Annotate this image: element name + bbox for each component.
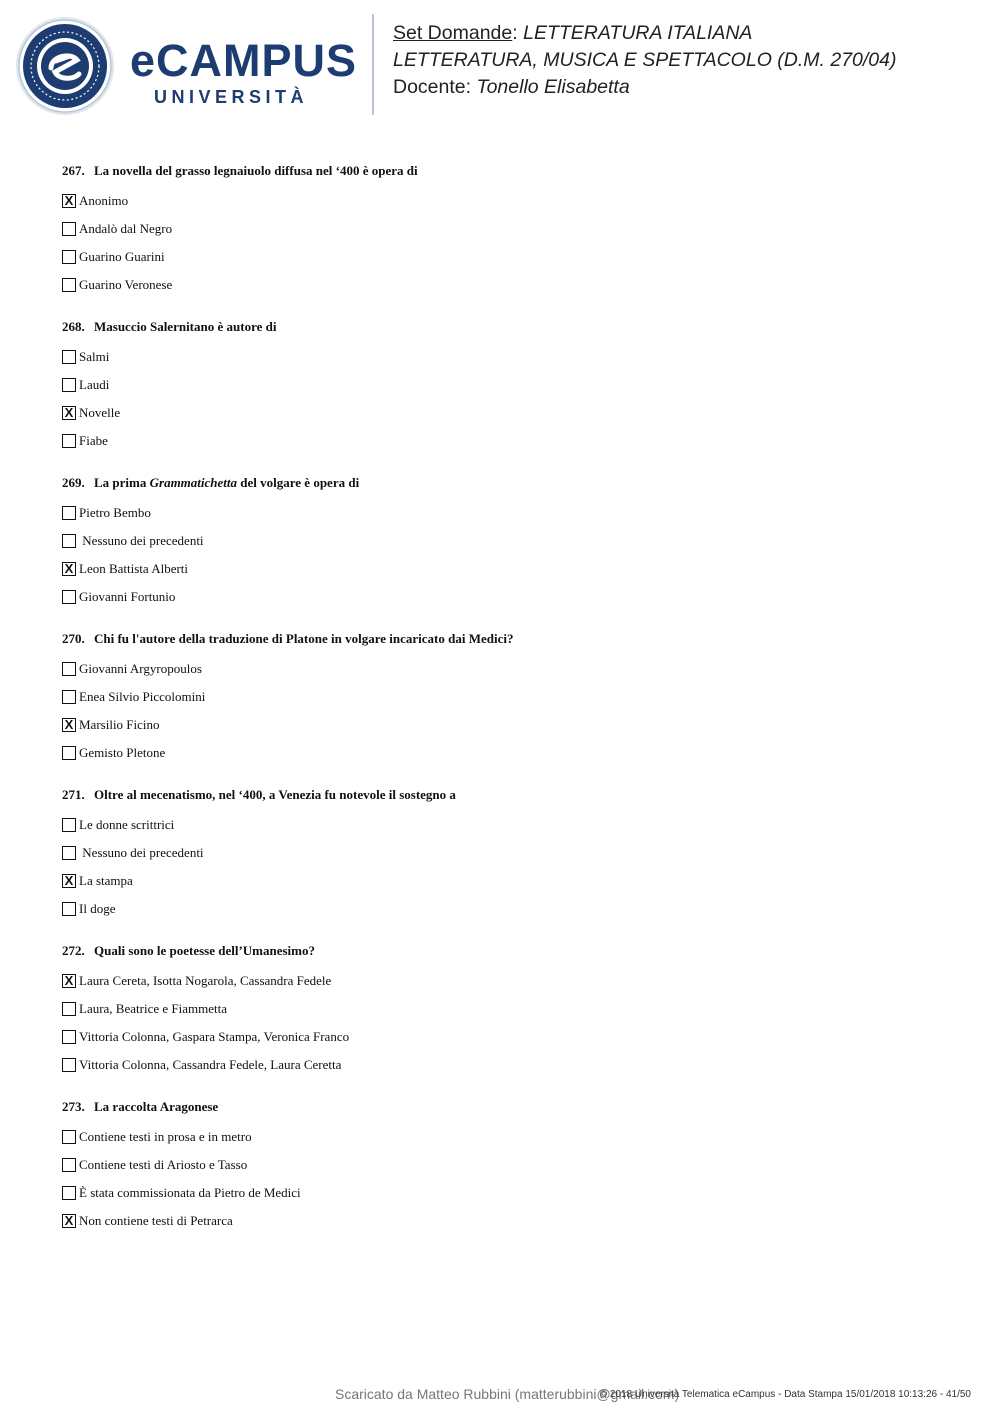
answer-option[interactable] bbox=[62, 1123, 962, 1151]
docente-name: Tonello Elisabetta bbox=[476, 76, 630, 98]
answer-option[interactable] bbox=[62, 555, 962, 583]
checkbox[interactable] bbox=[62, 250, 76, 264]
answer-label: Giovanni Fortunio bbox=[79, 589, 176, 604]
docente-label: Docente: bbox=[393, 76, 477, 98]
question-text: La novella del grasso legnaiuolo diffusa nel ‘400 è opera di bbox=[94, 163, 418, 178]
question-title bbox=[62, 317, 962, 337]
checkbox[interactable] bbox=[62, 818, 76, 832]
answer-option[interactable] bbox=[62, 655, 962, 683]
answer-option[interactable] bbox=[62, 811, 962, 839]
question-number: 272. bbox=[62, 943, 85, 958]
set-label: Set Domande bbox=[393, 22, 513, 44]
answer-option[interactable] bbox=[62, 839, 962, 867]
answer-label: Fiabe bbox=[79, 433, 108, 448]
answer-option[interactable] bbox=[62, 215, 962, 243]
answer-option[interactable] bbox=[62, 583, 962, 611]
answer-label: Enea Silvio Piccolomini bbox=[79, 689, 206, 704]
print-info: © 2018 Università Telematica eCampus - Data Stampa 15/01/2018 10:13:26 - 41/50 bbox=[599, 1389, 971, 1400]
checkbox[interactable] bbox=[62, 902, 76, 916]
checkbox[interactable] bbox=[62, 378, 76, 392]
download-watermark: Scaricato da Matteo Rubbini (matterubbini@gmail.com) bbox=[335, 1386, 680, 1402]
answer-option[interactable] bbox=[62, 1051, 962, 1079]
docente-line bbox=[393, 74, 897, 101]
answer-option[interactable] bbox=[62, 967, 962, 995]
question-title bbox=[62, 941, 962, 961]
answer-option[interactable] bbox=[62, 499, 962, 527]
question-text: La prima bbox=[94, 475, 150, 490]
answer-option[interactable] bbox=[62, 343, 962, 371]
answer-label: Leon Battista Alberti bbox=[79, 561, 189, 576]
answer-option[interactable] bbox=[62, 527, 962, 555]
brand-name: eCAMPUS bbox=[130, 35, 358, 86]
answer-label: Novelle bbox=[79, 405, 121, 420]
question-block bbox=[62, 941, 962, 1079]
checkbox[interactable] bbox=[62, 1002, 76, 1016]
checkbox[interactable] bbox=[62, 1158, 76, 1172]
answer-option[interactable] bbox=[62, 895, 962, 923]
answer-option[interactable] bbox=[62, 371, 962, 399]
checkbox[interactable] bbox=[62, 590, 76, 604]
ecampus-seal-logo bbox=[15, 16, 115, 116]
answer-option[interactable] bbox=[62, 271, 962, 299]
answer-option[interactable] bbox=[62, 399, 962, 427]
answer-option[interactable] bbox=[62, 187, 962, 215]
question-block bbox=[62, 473, 962, 611]
checkbox[interactable] bbox=[62, 222, 76, 236]
answer-label: È stata commissionata da Pietro de Medici bbox=[79, 1185, 301, 1200]
question-title bbox=[62, 785, 962, 805]
answer-option[interactable] bbox=[62, 711, 962, 739]
checkbox[interactable] bbox=[62, 350, 76, 364]
checkbox[interactable] bbox=[62, 278, 76, 292]
answer-label: Contiene testi di Ariosto e Tasso bbox=[79, 1157, 248, 1172]
answer-label: Marsilio Ficino bbox=[79, 717, 160, 732]
question-list bbox=[62, 161, 962, 1253]
brand-logotype bbox=[130, 35, 358, 108]
answer-label: Non contiene testi di Petrarca bbox=[79, 1213, 233, 1228]
answer-label: Laura Cereta, Isotta Nogarola, Cassandra Fedele bbox=[79, 973, 332, 988]
answer-option[interactable] bbox=[62, 867, 962, 895]
answer-label: Pietro Bembo bbox=[79, 505, 151, 520]
question-title bbox=[62, 161, 962, 181]
checked-checkbox[interactable]: X bbox=[62, 974, 76, 988]
brand-subtitle: UNIVERSITÀ bbox=[154, 87, 309, 107]
question-text: Quali sono le poetesse dell’Umanesimo? bbox=[94, 943, 315, 958]
question-title bbox=[62, 629, 962, 649]
question-number: 270. bbox=[62, 631, 85, 646]
checkbox[interactable] bbox=[62, 690, 76, 704]
checked-checkbox[interactable]: X bbox=[62, 194, 76, 208]
checkbox[interactable] bbox=[62, 746, 76, 760]
question-text: Chi fu l'autore della traduzione di Platone in volgare incaricato dai Medici? bbox=[94, 631, 514, 646]
answer-option[interactable] bbox=[62, 995, 962, 1023]
question-text-italic: Grammatichetta bbox=[149, 475, 238, 490]
question-number: 267. bbox=[62, 163, 85, 178]
set-title: LETTERATURA ITALIANA bbox=[523, 22, 753, 44]
question-block bbox=[62, 1097, 962, 1235]
answer-label: Nessuno dei precedenti bbox=[79, 845, 204, 860]
checkbox[interactable] bbox=[62, 1186, 76, 1200]
answer-label: Salmi bbox=[79, 349, 110, 364]
answer-option[interactable] bbox=[62, 1023, 962, 1051]
answer-label: Giovanni Argyropoulos bbox=[79, 661, 202, 676]
question-text: Oltre al mecenatismo, nel ‘400, a Venezia fu notevole il sostegno a bbox=[94, 787, 456, 802]
answer-label: Contiene testi in prosa e in metro bbox=[79, 1129, 252, 1144]
answer-option[interactable] bbox=[62, 1207, 962, 1235]
question-block bbox=[62, 629, 962, 767]
question-block bbox=[62, 785, 962, 923]
question-number: 271. bbox=[62, 787, 85, 802]
checkbox[interactable] bbox=[62, 846, 76, 860]
answer-label: Anonimo bbox=[79, 193, 129, 208]
question-number: 269. bbox=[62, 475, 85, 490]
answer-option[interactable] bbox=[62, 243, 962, 271]
question-block bbox=[62, 161, 962, 299]
answer-option[interactable] bbox=[62, 1151, 962, 1179]
question-number: 273. bbox=[62, 1099, 85, 1114]
answer-label: Il doge bbox=[79, 901, 116, 916]
answer-label: Vittoria Colonna, Gaspara Stampa, Veronica Franco bbox=[79, 1029, 350, 1044]
answer-label: Laura, Beatrice e Fiammetta bbox=[79, 1001, 227, 1016]
course-title: LETTERATURA, MUSICA E SPETTACOLO (D.M. 270/04) bbox=[393, 49, 897, 71]
question-title bbox=[62, 1097, 962, 1117]
answer-label: La stampa bbox=[79, 873, 133, 888]
checked-checkbox[interactable]: X bbox=[62, 718, 76, 732]
answer-label: Guarino Veronese bbox=[79, 277, 173, 292]
checked-checkbox[interactable]: X bbox=[62, 874, 76, 888]
checkbox[interactable] bbox=[62, 1058, 76, 1072]
checked-checkbox[interactable]: X bbox=[62, 406, 76, 420]
answer-label: Andalò dal Negro bbox=[79, 221, 173, 236]
answer-label: Gemisto Pletone bbox=[79, 745, 166, 760]
answer-label: Nessuno dei precedenti bbox=[79, 533, 204, 548]
checked-checkbox[interactable]: X bbox=[62, 562, 76, 576]
set-line: Set Domande: LETTERATURA ITALIANA bbox=[393, 22, 753, 44]
checkbox[interactable] bbox=[62, 534, 76, 548]
checkbox[interactable] bbox=[62, 506, 76, 520]
answer-label: Vittoria Colonna, Cassandra Fedele, Laura Ceretta bbox=[79, 1057, 342, 1072]
question-text: Masuccio Salernitano è autore di bbox=[94, 319, 277, 334]
checkbox[interactable] bbox=[62, 434, 76, 448]
question-number: 268. bbox=[62, 319, 85, 334]
answer-option[interactable] bbox=[62, 427, 962, 455]
answer-label: Laudi bbox=[79, 377, 110, 392]
checkbox[interactable] bbox=[62, 1030, 76, 1044]
question-title bbox=[62, 473, 962, 493]
answer-label: Guarino Guarini bbox=[79, 249, 165, 264]
header-divider bbox=[372, 14, 374, 115]
question-text-tail: del volgare è opera di bbox=[237, 475, 360, 490]
answer-option[interactable] bbox=[62, 1179, 962, 1207]
checked-checkbox[interactable]: X bbox=[62, 1214, 76, 1228]
answer-option[interactable] bbox=[62, 739, 962, 767]
checkbox[interactable] bbox=[62, 1130, 76, 1144]
checkbox[interactable] bbox=[62, 662, 76, 676]
answer-option[interactable] bbox=[62, 683, 962, 711]
answer-label: Le donne scrittrici bbox=[79, 817, 175, 832]
header-info bbox=[393, 20, 897, 101]
question-text: La raccolta Aragonese bbox=[94, 1099, 219, 1114]
question-block bbox=[62, 317, 962, 455]
